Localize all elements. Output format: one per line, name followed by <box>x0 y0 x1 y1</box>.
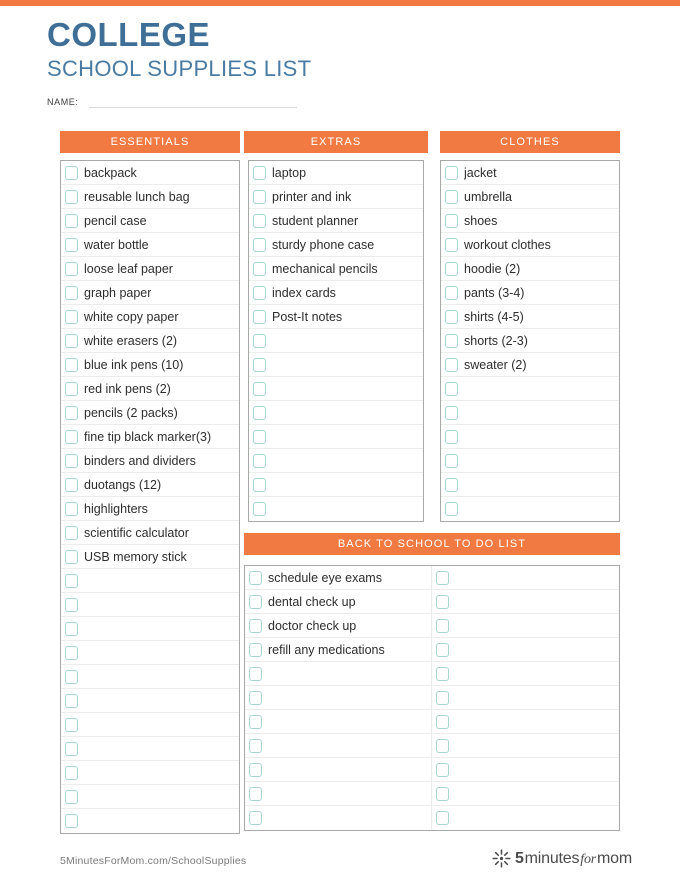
checklist-row-label: refill any medications <box>268 642 385 657</box>
checklist-row-label: laptop <box>272 165 307 180</box>
checklist-row[interactable] <box>245 758 431 782</box>
checklist-row-label: white copy paper <box>84 309 179 324</box>
checkbox-icon[interactable] <box>249 619 262 633</box>
checklist-row[interactable] <box>249 161 423 185</box>
checkbox-icon[interactable] <box>65 742 78 756</box>
checklist-row[interactable] <box>245 590 431 614</box>
checkbox-icon[interactable] <box>249 763 262 777</box>
starburst-icon <box>492 849 511 868</box>
checklist-row-label: shirts (4-5) <box>464 309 524 324</box>
checklist-row-label: student planner <box>272 213 359 228</box>
checklist-row[interactable] <box>249 377 423 401</box>
checklist-extras <box>248 160 424 522</box>
checklist-row-label: schedule eye exams <box>268 570 382 585</box>
checkbox-icon[interactable] <box>253 286 266 300</box>
checkbox-icon[interactable] <box>65 334 78 348</box>
checkbox-icon[interactable] <box>253 502 266 516</box>
checklist-row[interactable] <box>61 665 239 689</box>
checkbox-icon[interactable] <box>445 190 458 204</box>
checkbox-icon[interactable] <box>445 478 458 492</box>
checklist-row[interactable] <box>61 233 239 257</box>
checklist-row[interactable] <box>441 281 619 305</box>
checklist-row[interactable] <box>61 713 239 737</box>
checklist-row[interactable] <box>441 233 619 257</box>
checklist-row-label: Post-It notes <box>272 309 343 324</box>
checkbox-icon[interactable] <box>249 811 262 825</box>
checkbox-icon[interactable] <box>65 814 78 828</box>
checklist-row[interactable] <box>249 329 423 353</box>
checklist-row[interactable] <box>432 734 619 758</box>
todo-header-bar: BACK TO SCHOOL TO DO LIST <box>244 533 620 555</box>
checkbox-icon[interactable] <box>65 190 78 204</box>
checklist-row[interactable] <box>249 257 423 281</box>
checklist-row[interactable] <box>432 686 619 710</box>
checkbox-icon[interactable] <box>65 406 78 420</box>
checklist-row-label: dental check up <box>268 594 356 609</box>
checkbox-icon[interactable] <box>445 406 458 420</box>
checkbox-icon[interactable] <box>65 790 78 804</box>
checklist-row-label: USB memory stick <box>84 549 187 564</box>
checklist-row-label: scientific calculator <box>84 525 189 540</box>
checkbox-icon[interactable] <box>436 691 449 705</box>
checklist-row[interactable] <box>61 185 239 209</box>
checklist-todo <box>244 565 620 831</box>
checkbox-icon[interactable] <box>436 715 449 729</box>
checklist-row[interactable] <box>432 662 619 686</box>
checkbox-icon[interactable] <box>253 262 266 276</box>
logo-word-minutes: minutes <box>524 849 580 867</box>
checkbox-icon[interactable] <box>445 334 458 348</box>
checklist-row-label: hoodie (2) <box>464 261 521 276</box>
checklist-row-label: umbrella <box>464 189 512 204</box>
checklist-row[interactable] <box>249 185 423 209</box>
checklist-row[interactable] <box>61 209 239 233</box>
checkbox-icon[interactable] <box>65 286 78 300</box>
checkbox-icon[interactable] <box>445 262 458 276</box>
checkbox-icon[interactable] <box>445 430 458 444</box>
page-subtitle: SCHOOL SUPPLIES LIST <box>47 55 312 81</box>
checklist-row-label: binders and dividers <box>84 453 196 468</box>
checklist-row-label: graph paper <box>84 285 152 300</box>
checklist-row[interactable] <box>441 473 619 497</box>
checklist-row[interactable] <box>249 497 423 521</box>
checklist-row-label: shorts (2-3) <box>464 333 528 348</box>
page-header <box>47 18 311 82</box>
checklist-row-label: fine tip black marker(3) <box>84 429 212 444</box>
checkbox-icon[interactable] <box>436 763 449 777</box>
checkbox-icon[interactable] <box>249 739 262 753</box>
checklist-row-label: backpack <box>84 165 137 180</box>
checklist-row[interactable] <box>441 377 619 401</box>
checkbox-icon[interactable] <box>249 787 262 801</box>
checklist-row-label: red ink pens (2) <box>84 381 171 396</box>
checklist-row[interactable] <box>245 734 431 758</box>
checklist-row-label: pencil case <box>84 213 147 228</box>
checkbox-icon[interactable] <box>249 643 262 657</box>
checklist-row[interactable] <box>432 710 619 734</box>
checklist-row[interactable] <box>61 377 239 401</box>
checkbox-icon[interactable] <box>445 286 458 300</box>
checklist-row[interactable] <box>245 710 431 734</box>
checkbox-icon[interactable] <box>445 238 458 252</box>
checkbox-icon[interactable] <box>436 571 449 585</box>
checklist-row-label: blue ink pens (10) <box>84 357 184 372</box>
checkbox-icon[interactable] <box>65 550 78 564</box>
checkbox-icon[interactable] <box>445 502 458 516</box>
page-title: COLLEGE <box>47 16 211 53</box>
checklist-row[interactable] <box>61 329 239 353</box>
checklist-row[interactable] <box>441 425 619 449</box>
checkbox-icon[interactable] <box>253 430 266 444</box>
checklist-row[interactable] <box>245 614 431 638</box>
checklist-row-label: printer and ink <box>272 189 352 204</box>
checklist-row[interactable] <box>61 593 239 617</box>
checklist-row[interactable] <box>61 473 239 497</box>
checklist-row[interactable] <box>441 329 619 353</box>
checklist-row-label: pants (3-4) <box>464 285 525 300</box>
checklist-row[interactable] <box>249 209 423 233</box>
checklist-row[interactable] <box>61 785 239 809</box>
checkbox-icon[interactable] <box>253 358 266 372</box>
checklist-row[interactable] <box>61 761 239 785</box>
checkbox-icon[interactable] <box>436 595 449 609</box>
checkbox-icon[interactable] <box>249 715 262 729</box>
checklist-row[interactable] <box>249 449 423 473</box>
checkbox-icon[interactable] <box>253 454 266 468</box>
logo-number: 5 <box>514 849 524 867</box>
logo-word-mom: mom <box>597 849 632 867</box>
checklist-row[interactable] <box>249 401 423 425</box>
checklist-row[interactable] <box>61 497 239 521</box>
checklist-row[interactable] <box>249 305 423 329</box>
checkbox-icon[interactable] <box>249 571 262 585</box>
checkbox-icon[interactable] <box>65 166 78 180</box>
checkbox-icon[interactable] <box>65 526 78 540</box>
checkbox-icon[interactable] <box>436 619 449 633</box>
brand-logo <box>492 849 632 868</box>
checkbox-icon[interactable] <box>65 502 78 516</box>
checkbox-icon[interactable] <box>65 478 78 492</box>
checkbox-icon[interactable] <box>253 406 266 420</box>
checklist-row[interactable] <box>61 401 239 425</box>
checklist-row-label: mechanical pencils <box>272 261 378 276</box>
checkbox-icon[interactable] <box>65 238 78 252</box>
checkbox-icon[interactable] <box>253 166 266 180</box>
checkbox-icon[interactable] <box>445 358 458 372</box>
checkbox-icon[interactable] <box>249 667 262 681</box>
todo-column-right <box>432 566 619 830</box>
todo-column-left <box>245 566 432 830</box>
checklist-row[interactable] <box>441 353 619 377</box>
checkbox-icon[interactable] <box>249 691 262 705</box>
checkbox-icon[interactable] <box>253 334 266 348</box>
checklist-row[interactable] <box>249 233 423 257</box>
checklist-row[interactable] <box>61 521 239 545</box>
checkbox-icon[interactable] <box>249 595 262 609</box>
checklist-row[interactable] <box>249 353 423 377</box>
name-field-row <box>47 96 297 108</box>
checklist-row[interactable] <box>61 161 239 185</box>
checklist-row[interactable] <box>61 281 239 305</box>
checklist-clothes <box>440 160 620 522</box>
checklist-row[interactable] <box>245 638 431 662</box>
checklist-row[interactable] <box>61 305 239 329</box>
checkbox-icon[interactable] <box>65 670 78 684</box>
checklist-row-label: pencils (2 packs) <box>84 405 178 420</box>
checklist-row[interactable] <box>441 185 619 209</box>
checkbox-icon[interactable] <box>253 382 266 396</box>
checklist-row-label: workout clothes <box>464 237 551 252</box>
checkbox-icon[interactable] <box>65 766 78 780</box>
checkbox-icon[interactable] <box>253 310 266 324</box>
checklist-row[interactable] <box>61 425 239 449</box>
checklist-row-label: highlighters <box>84 501 148 516</box>
checklist-row[interactable] <box>441 161 619 185</box>
checklist-row[interactable] <box>61 569 239 593</box>
checklist-row[interactable] <box>245 782 431 806</box>
checkbox-icon[interactable] <box>253 214 266 228</box>
checklist-row[interactable] <box>432 614 619 638</box>
checkbox-icon[interactable] <box>65 574 78 588</box>
checklist-row-label: duotangs (12) <box>84 477 162 492</box>
checklist-row[interactable] <box>245 662 431 686</box>
checklist-row-label: reusable lunch bag <box>84 189 190 204</box>
checkbox-icon[interactable] <box>436 811 449 825</box>
checkbox-icon[interactable] <box>253 190 266 204</box>
checklist-row[interactable] <box>61 617 239 641</box>
brand-logo-text <box>515 850 632 868</box>
checkbox-icon[interactable] <box>445 454 458 468</box>
checkbox-icon[interactable] <box>65 214 78 228</box>
footer-url: 5MinutesForMom.com/SchoolSupplies <box>60 855 247 867</box>
checklist-row[interactable] <box>441 209 619 233</box>
name-input[interactable] <box>89 96 297 108</box>
checklist-row-label: white erasers (2) <box>84 333 178 348</box>
checklist-row[interactable] <box>432 590 619 614</box>
top-accent-stripe <box>0 0 680 6</box>
checkbox-icon[interactable] <box>436 739 449 753</box>
checkbox-icon[interactable] <box>65 694 78 708</box>
checklist-row[interactable] <box>432 638 619 662</box>
checkbox-icon[interactable] <box>65 382 78 396</box>
checklist-row[interactable] <box>432 566 619 590</box>
checkbox-icon[interactable] <box>436 787 449 801</box>
checklist-row-label: jacket <box>464 165 497 180</box>
checklist-row[interactable] <box>249 425 423 449</box>
checkbox-icon[interactable] <box>65 430 78 444</box>
column-header-essentials: ESSENTIALS <box>60 131 240 153</box>
checkbox-icon[interactable] <box>65 622 78 636</box>
checklist-row[interactable] <box>61 545 239 569</box>
checklist-row[interactable] <box>441 257 619 281</box>
checklist-row[interactable] <box>61 809 239 833</box>
checklist-row[interactable] <box>245 566 431 590</box>
checklist-row[interactable] <box>441 401 619 425</box>
checkbox-icon[interactable] <box>65 718 78 732</box>
checklist-row[interactable] <box>432 782 619 806</box>
checklist-row[interactable] <box>245 806 431 830</box>
checklist-row[interactable] <box>441 497 619 521</box>
column-header-clothes: CLOTHES <box>440 131 620 153</box>
checklist-row[interactable] <box>61 641 239 665</box>
checklist-row[interactable] <box>432 806 619 830</box>
checklist-row[interactable] <box>441 305 619 329</box>
checklist-essentials <box>60 160 240 834</box>
checklist-row-label: loose leaf paper <box>84 261 173 276</box>
checkbox-icon[interactable] <box>445 310 458 324</box>
checklist-row[interactable] <box>61 689 239 713</box>
checkbox-icon[interactable] <box>253 478 266 492</box>
checkbox-icon[interactable] <box>65 454 78 468</box>
checkbox-icon[interactable] <box>445 214 458 228</box>
checkbox-icon[interactable] <box>65 646 78 660</box>
checkbox-icon[interactable] <box>436 643 449 657</box>
checklist-row[interactable] <box>249 281 423 305</box>
checklist-row[interactable] <box>61 449 239 473</box>
checkbox-icon[interactable] <box>65 310 78 324</box>
name-label: NAME: <box>47 97 79 107</box>
checklist-row[interactable] <box>432 758 619 782</box>
checklist-row-label: water bottle <box>84 237 149 252</box>
checklist-row-label: sweater (2) <box>464 357 527 372</box>
checkbox-icon[interactable] <box>65 358 78 372</box>
checklist-row[interactable] <box>61 257 239 281</box>
checkbox-icon[interactable] <box>253 238 266 252</box>
checklist-row-label: shoes <box>464 213 498 228</box>
logo-word-for: for <box>580 851 597 867</box>
column-header-extras: EXTRAS <box>244 131 428 153</box>
checklist-row-label: index cards <box>272 285 336 300</box>
checkbox-icon[interactable] <box>445 166 458 180</box>
checklist-row[interactable] <box>441 449 619 473</box>
checkbox-icon[interactable] <box>65 598 78 612</box>
checklist-row[interactable] <box>245 686 431 710</box>
checkbox-icon[interactable] <box>65 262 78 276</box>
checklist-row-label: sturdy phone case <box>272 237 375 252</box>
checklist-row-label: doctor check up <box>268 618 357 633</box>
checklist-row[interactable] <box>61 737 239 761</box>
checklist-row[interactable] <box>249 473 423 497</box>
checkbox-icon[interactable] <box>436 667 449 681</box>
checklist-row[interactable] <box>61 353 239 377</box>
checkbox-icon[interactable] <box>445 382 458 396</box>
